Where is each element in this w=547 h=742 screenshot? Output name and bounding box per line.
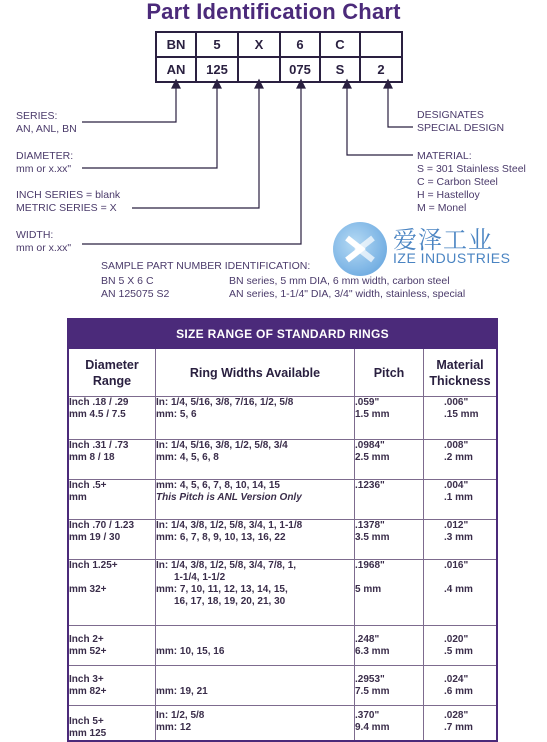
code-cell: 6	[280, 32, 320, 57]
cell-line: .0984"	[355, 440, 385, 451]
cell-line: .1968"	[355, 560, 385, 571]
pitch-cell	[355, 397, 424, 440]
cell-line: .020"	[444, 634, 469, 645]
table-row	[68, 520, 497, 560]
cell-line: In: 1/4, 5/16, 3/8, 1/2, 5/8, 3/4	[156, 440, 288, 451]
cell-line: mm: 10, 15, 16	[156, 646, 225, 657]
pitch-cell	[355, 520, 424, 560]
cell-line: 1.5 mm	[355, 409, 390, 420]
cell-line: mm 32+	[69, 584, 107, 595]
code-cell: 075	[280, 57, 320, 82]
table-header-row	[68, 348, 497, 397]
cell-line: Inch 1.25+	[69, 560, 118, 571]
cell-line: .012"	[444, 520, 469, 531]
code-cell: 2	[360, 57, 402, 82]
diameter-cell	[68, 440, 156, 480]
table-row	[68, 626, 497, 666]
cell-line: .2953"	[355, 674, 385, 685]
diameter-cell	[68, 520, 156, 560]
label-line: mm or x.xx"	[16, 163, 72, 175]
cell-line: In: 1/4, 3/8, 1/2, 5/8, 3/4, 1, 1-1/8	[156, 520, 303, 531]
column-header	[355, 348, 424, 397]
label-line: H = Hastelloy	[417, 189, 480, 201]
column-header	[424, 348, 498, 397]
material-label	[417, 150, 526, 215]
widths-cell	[156, 397, 355, 440]
widths-cell	[156, 480, 355, 520]
cell-line: 9.4 mm	[355, 722, 390, 733]
table-row	[68, 666, 497, 706]
header-line: Range	[92, 373, 132, 388]
arrow-icon	[213, 80, 221, 88]
diameter-cell	[68, 706, 156, 742]
thickness-cell	[424, 480, 498, 520]
cell-line: mm	[69, 492, 87, 503]
pitch-cell	[355, 666, 424, 706]
series-leader	[82, 86, 176, 122]
cell-line: mm 52+	[69, 646, 107, 657]
cell-line: mm: 4, 5, 6, 7, 8, 10, 14, 15	[156, 480, 280, 491]
cell-line: .1 mm	[444, 492, 473, 503]
arrow-icon	[255, 80, 263, 88]
label-line: S = 301 Stainless Steel	[417, 163, 526, 175]
cell-line: 16, 17, 18, 19, 20, 21, 30	[174, 596, 286, 607]
series-type-label	[16, 189, 120, 215]
widths-cell	[156, 666, 355, 706]
label-line: SPECIAL DESIGN	[417, 122, 505, 134]
cell-line: mm 82+	[69, 686, 107, 697]
sample-heading: SAMPLE PART NUMBER IDENTIFICATION:	[101, 260, 311, 272]
label-line: DIAMETER:	[16, 150, 74, 162]
label-line: mm or x.xx"	[16, 242, 72, 254]
cell-line: This Pitch is ANL Version Only	[156, 492, 302, 503]
cell-line: .024"	[444, 674, 469, 685]
pitch-cell	[355, 560, 424, 626]
column-header	[68, 348, 156, 397]
thickness-cell	[424, 560, 498, 626]
pitch-cell	[355, 480, 424, 520]
cell-line: mm: 6, 7, 8, 9, 10, 13, 16, 22	[156, 532, 286, 543]
diameter-cell	[68, 626, 156, 666]
pitch-cell	[355, 706, 424, 742]
column-header	[156, 348, 355, 397]
arrow-icon	[172, 80, 180, 88]
cell-line: mm: 12	[156, 722, 192, 733]
label-line: SERIES:	[16, 110, 58, 122]
cell-line: .004"	[444, 480, 469, 491]
table-row	[68, 560, 497, 626]
thickness-cell	[424, 520, 498, 560]
cell-line: mm 19 / 30	[69, 532, 121, 543]
pitch-cell	[355, 626, 424, 666]
cell-line: Inch 2+	[69, 634, 104, 645]
cell-line: .5 mm	[444, 646, 473, 657]
cell-line: In: 1/2, 5/8	[156, 710, 205, 721]
cell-line: .059"	[355, 397, 380, 408]
code-cell: X	[238, 32, 280, 57]
label-line: DESIGNATES	[417, 109, 484, 121]
header-line: Thickness	[429, 373, 491, 388]
cell-line: .4 mm	[444, 584, 473, 595]
cell-line: .028"	[444, 710, 469, 721]
widths-cell	[156, 626, 355, 666]
cell-line: 6.3 mm	[355, 646, 390, 657]
thickness-cell	[424, 440, 498, 480]
cell-line: .370"	[355, 710, 380, 721]
arrow-icon	[297, 80, 305, 88]
code-cell: C	[320, 32, 360, 57]
label-line: C = Carbon Steel	[417, 176, 498, 188]
cell-line: .7 mm	[444, 722, 473, 733]
sample-code: AN 125075 S2	[101, 288, 170, 300]
label-line: AN, ANL, BN	[16, 123, 77, 135]
table-row	[68, 706, 497, 742]
widths-cell	[156, 560, 355, 626]
cell-line: 7.5 mm	[355, 686, 390, 697]
cell-line: mm 125	[69, 728, 107, 739]
code-cell: BN	[156, 32, 196, 57]
arrow-icon	[384, 80, 392, 88]
cell-line: Inch .70 / 1.23	[69, 520, 135, 531]
cell-line: In: 1/4, 3/8, 1/2, 5/8, 3/4, 7/8, 1,	[156, 560, 297, 571]
diameter-label	[16, 150, 73, 176]
cell-line: In: 1/4, 5/16, 3/8, 7/16, 1/2, 5/8	[156, 397, 294, 408]
logo-chinese-text: 爱泽工业	[393, 227, 493, 254]
cell-line: Inch 5+	[69, 716, 104, 727]
code-cell: 5	[196, 32, 238, 57]
arrow-icon	[343, 80, 351, 88]
label-line: MATERIAL:	[417, 150, 472, 162]
diameter-cell	[68, 397, 156, 440]
pitch-cell	[355, 440, 424, 480]
header-line: Ring Widths Available	[189, 365, 321, 380]
label-line: METRIC SERIES = X	[16, 202, 117, 214]
cell-line: .2 mm	[444, 452, 473, 463]
cell-line: mm: 5, 6	[156, 409, 197, 420]
cell-line: Inch .5+	[69, 480, 107, 491]
code-cell: S	[320, 57, 360, 82]
cell-line: mm: 4, 5, 6, 8	[156, 452, 219, 463]
cell-line: 2.5 mm	[355, 452, 390, 463]
cell-line: Inch .18 / .29	[69, 397, 129, 408]
cell-line: Inch .31 / .73	[69, 440, 129, 451]
size-range-table	[67, 318, 498, 742]
sample-desc: AN series, 1-1/4" DIA, 3/4" width, stainless, special	[229, 288, 466, 300]
thickness-cell	[424, 626, 498, 666]
cell-line: .016"	[444, 560, 469, 571]
series-type-leader	[132, 86, 259, 208]
designates-leader	[388, 86, 413, 127]
cell-line: .008"	[444, 440, 469, 451]
code-cell: 125	[196, 57, 238, 82]
cell-line: 3.5 mm	[355, 532, 390, 543]
header-line: Pitch	[373, 365, 405, 380]
cell-line: .248"	[355, 634, 380, 645]
cell-line: mm: 7, 10, 11, 12, 13, 14, 15,	[156, 584, 288, 595]
thickness-cell	[424, 397, 498, 440]
cell-line: .15 mm	[444, 409, 479, 420]
cell-line: .1236"	[355, 480, 385, 491]
label-line: WIDTH:	[16, 229, 54, 241]
series-label	[16, 110, 77, 136]
thickness-cell	[424, 706, 498, 742]
table-row	[68, 480, 497, 520]
widths-cell	[156, 440, 355, 480]
designates-label	[417, 109, 504, 135]
width-leader	[82, 86, 301, 244]
material-leader	[347, 86, 413, 155]
cell-line: 1-1/4, 1-1/2	[174, 572, 226, 583]
header-line: Diameter	[85, 357, 139, 372]
diameter-leader	[82, 86, 217, 168]
table-title: SIZE RANGE OF STANDARD RINGS	[68, 319, 497, 348]
header-line: Material	[436, 357, 484, 372]
cell-line: 5 mm	[355, 584, 382, 595]
diameter-cell	[68, 666, 156, 706]
cell-line: Inch 3+	[69, 674, 104, 685]
code-cell: AN	[156, 57, 196, 82]
width-label	[16, 229, 71, 255]
widths-cell	[156, 520, 355, 560]
thickness-cell	[424, 666, 498, 706]
cell-line: mm 8 / 18	[69, 452, 115, 463]
diameter-cell	[68, 560, 156, 626]
cell-line: .6 mm	[444, 686, 473, 697]
cell-line: .006"	[444, 397, 469, 408]
logo-english-text: IZE INDUSTRIES	[393, 250, 511, 266]
widths-cell	[156, 706, 355, 742]
cell-line: mm 4.5 / 7.5	[69, 409, 126, 420]
table-row	[68, 397, 497, 440]
label-line: M = Monel	[417, 202, 467, 214]
sample-code: BN 5 X 6 C	[101, 275, 154, 287]
cell-line: .1378"	[355, 520, 385, 531]
table-row	[68, 440, 497, 480]
page-title: Part Identification Chart	[146, 0, 401, 24]
label-line: INCH SERIES = blank	[16, 189, 121, 201]
ize-logo-icon	[333, 222, 387, 276]
cell-line: mm: 19, 21	[156, 686, 208, 697]
diameter-cell	[68, 480, 156, 520]
sample-desc: BN series, 5 mm DIA, 6 mm width, carbon steel	[229, 275, 450, 287]
cell-line: .3 mm	[444, 532, 473, 543]
